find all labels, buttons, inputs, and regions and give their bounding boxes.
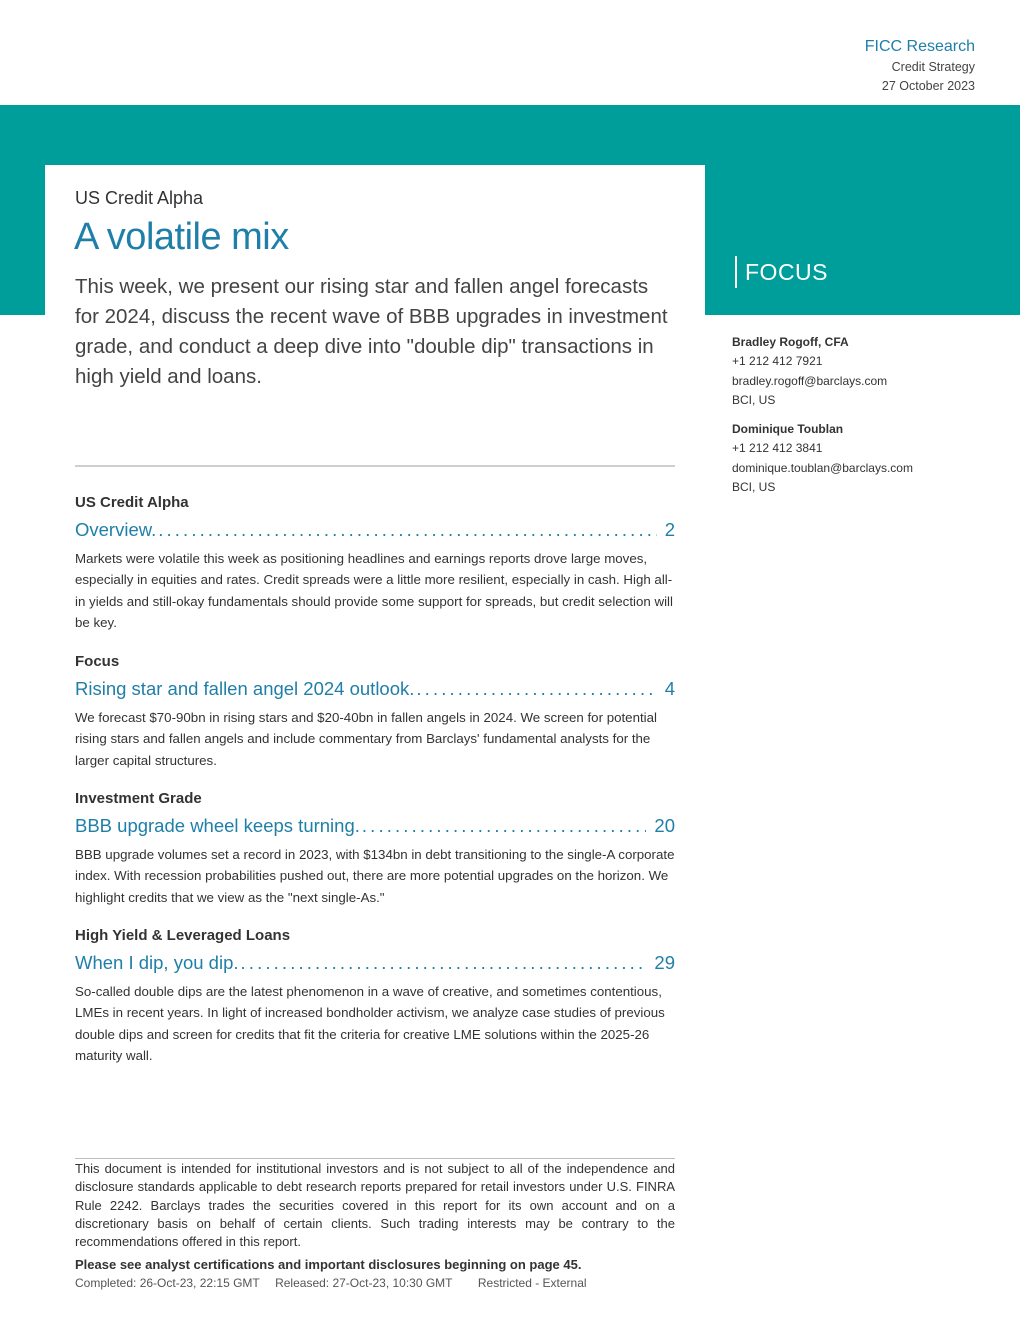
author-block (732, 333, 887, 410)
toc-leader-dots (416, 674, 656, 704)
toc-section (75, 924, 675, 1066)
section-label: High Yield & Leveraged Loans (75, 927, 291, 944)
released-timestamp: Released: 27-Oct-23, 10:30 GMT (275, 1276, 453, 1290)
section-label: US Credit Alpha (75, 494, 189, 511)
completed-timestamp: Completed: 26-Oct-23, 22:15 GMT (75, 1276, 260, 1290)
author-email[interactable]: dominique.toublan@barclays.com (732, 460, 913, 475)
toc-section (75, 491, 675, 633)
report-lede: This week, we present our rising star and fallen angel forecasts for 2024, discuss the recent wave of BBB upgrades in investment grade, and conduct a deep dive into "double dip" transactions in high yield and loans. (75, 275, 668, 388)
report-series: US Credit Alpha (75, 188, 204, 208)
toc-page-number[interactable]: 29 (654, 952, 675, 973)
toc-section (75, 650, 675, 771)
distribution-label: Restricted - External (477, 1276, 587, 1290)
toc-entry-link[interactable] (75, 811, 675, 841)
toc-entry-title[interactable]: When I dip, you dip. (75, 952, 239, 973)
toc-entry-title[interactable]: Overview. (75, 519, 157, 540)
author-entity: BCI, US (732, 479, 776, 494)
section-summary: So-called double dips are the latest phenomenon in a wave of creative, and sometimes contentious, LMEs in recent years. In light of increased bondholder activism, we analyze case studies of previous double dips and screen for credits that fit the criteria for creative LME solutions within the 2025-26 maturity wall. (75, 984, 665, 1063)
toc-page-number[interactable]: 4 (664, 678, 675, 699)
toc-page-number[interactable]: 2 (664, 519, 675, 540)
toc-entry-link[interactable] (75, 515, 675, 545)
section-summary: Markets were volatile this week as positioning headlines and earnings reports drove large moves, especially in equities and rates. Credit spreads were a little more resilient, especially in cash. High all-in yields and still-okay fundamentals should provide some support for spreads, but credit selection will be key. (75, 551, 673, 630)
toc-entry-title[interactable]: BBB upgrade wheel keeps turning. (75, 815, 360, 836)
report-title: A volatile mix (74, 216, 289, 258)
toc-section (75, 787, 675, 908)
section-label: Investment Grade (75, 790, 202, 807)
author-email[interactable]: bradley.rogoff@barclays.com (732, 373, 888, 388)
report-date: 27 October 2023 (881, 79, 975, 93)
toc-leader-dots (362, 811, 647, 841)
toc-entry-link[interactable] (75, 948, 675, 978)
section-summary: We forecast $70-90bn in rising stars and $20-40bn in fallen angels in 2024. We screen for potential rising stars and fallen angels and include commentary from Barclays' fundamental analysts for the larger capital structures. (75, 710, 657, 768)
toc-page-number[interactable]: 20 (654, 815, 675, 836)
disclosures-notice: Please see analyst certifications and important disclosures beginning on page 45. (75, 1257, 582, 1272)
toc-entry-link[interactable] (75, 674, 675, 704)
author-phone: +1 212 412 7921 (732, 354, 823, 369)
author-phone: +1 212 412 3841 (732, 441, 823, 456)
research-subtitle: Credit Strategy (891, 60, 975, 74)
author-name: Dominique Toublan (732, 422, 844, 436)
report-meta (75, 1276, 599, 1290)
section-label: Focus (75, 653, 120, 670)
author-block (732, 420, 913, 497)
footer-divider (75, 1158, 675, 1159)
section-summary: BBB upgrade volumes set a record in 2023, with $134bn in debt transitioning to the single-A corporate index. With recession probabilities pushed out, there are more potential upgrades on the horizon. We highlight credits that we view as the "next single-As." (75, 847, 675, 905)
divider (75, 465, 675, 467)
focus-badge: FOCUS (735, 256, 828, 288)
author-entity: BCI, US (732, 392, 776, 407)
author-name: Bradley Rogoff, CFA (732, 335, 849, 349)
toc-leader-dots (158, 515, 656, 545)
research-division-title: FICC Research (864, 38, 975, 55)
toc-leader-dots (241, 948, 647, 978)
disclaimer-text: This document is intended for institutional investors and is not subject to all of the independence and disclosure standards applicable to debt research reports prepared for retail investors under U.S. FINRA Rule 2242. Barclays trades the securities covered in this report for its own account and on a discretionary basis on behalf of certain clients. Such trading interests may be contrary to the recommendations offered in this report. (75, 1161, 675, 1250)
toc-entry-title[interactable]: Rising star and fallen angel 2024 outlook. (75, 678, 415, 699)
